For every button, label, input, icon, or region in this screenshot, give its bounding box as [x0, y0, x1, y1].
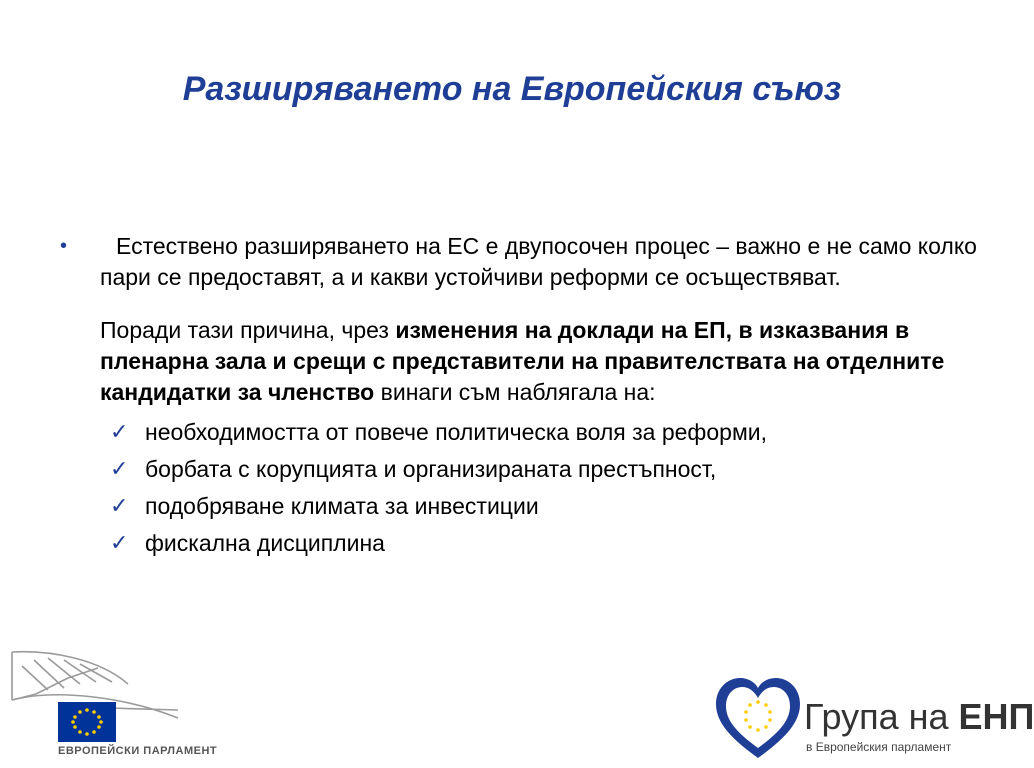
checklist-item [110, 451, 990, 488]
epp-group-subtitle: в Европейския парламент [806, 740, 952, 754]
checklist-item-text: необходимостта от повече политическа воля за реформи, [145, 419, 767, 445]
checkmark-icon: ✓ [110, 531, 129, 556]
epp-group-abbrev: ЕНП [958, 696, 1034, 737]
checklist-item [110, 414, 990, 451]
epp-heart-icon [716, 678, 800, 758]
checkmark-icon: ✓ [110, 494, 129, 519]
priorities-checklist [60, 414, 990, 562]
bullet-dot-icon: • [60, 235, 68, 257]
reason-tail: винаги съм наблягала на: [374, 379, 656, 405]
epp-group-name [804, 696, 1034, 738]
reason-bold: изменения на доклади на ЕП, в изказвания в пленарна зала и срещи с представители на правителствата на отделните кандидатки за членство [100, 317, 945, 405]
european-parliament-caption: ЕВРОПЕЙСКИ ПАРЛАМЕНТ [58, 745, 218, 757]
checklist-item-text: борбата с корупцията и организираната престъпност, [145, 456, 717, 482]
checkmark-icon: ✓ [110, 457, 129, 482]
checklist-item [110, 488, 990, 525]
epp-group-prefix: Група на [804, 696, 959, 737]
checkmark-icon: ✓ [110, 420, 129, 445]
slide-body [60, 231, 990, 562]
eu-flag-icon [58, 702, 116, 742]
checklist-item-text: подобряване климата за инвестиции [145, 493, 539, 519]
checklist-item-text: фискална дисциплина [145, 530, 385, 556]
intro-text: Естествено разширяването на ЕС е двупосочен процес – важно е не само колко пари се предоставят, а и какви устойчиви реформи се осъществяват. [100, 233, 977, 290]
intro-bullet [60, 231, 990, 293]
slide-title: Разширяването на Европейския съюз [182, 70, 842, 108]
reason-lead: Поради тази причина, чрез [100, 317, 396, 343]
reason-paragraph [60, 315, 990, 408]
checklist-item [110, 525, 990, 562]
